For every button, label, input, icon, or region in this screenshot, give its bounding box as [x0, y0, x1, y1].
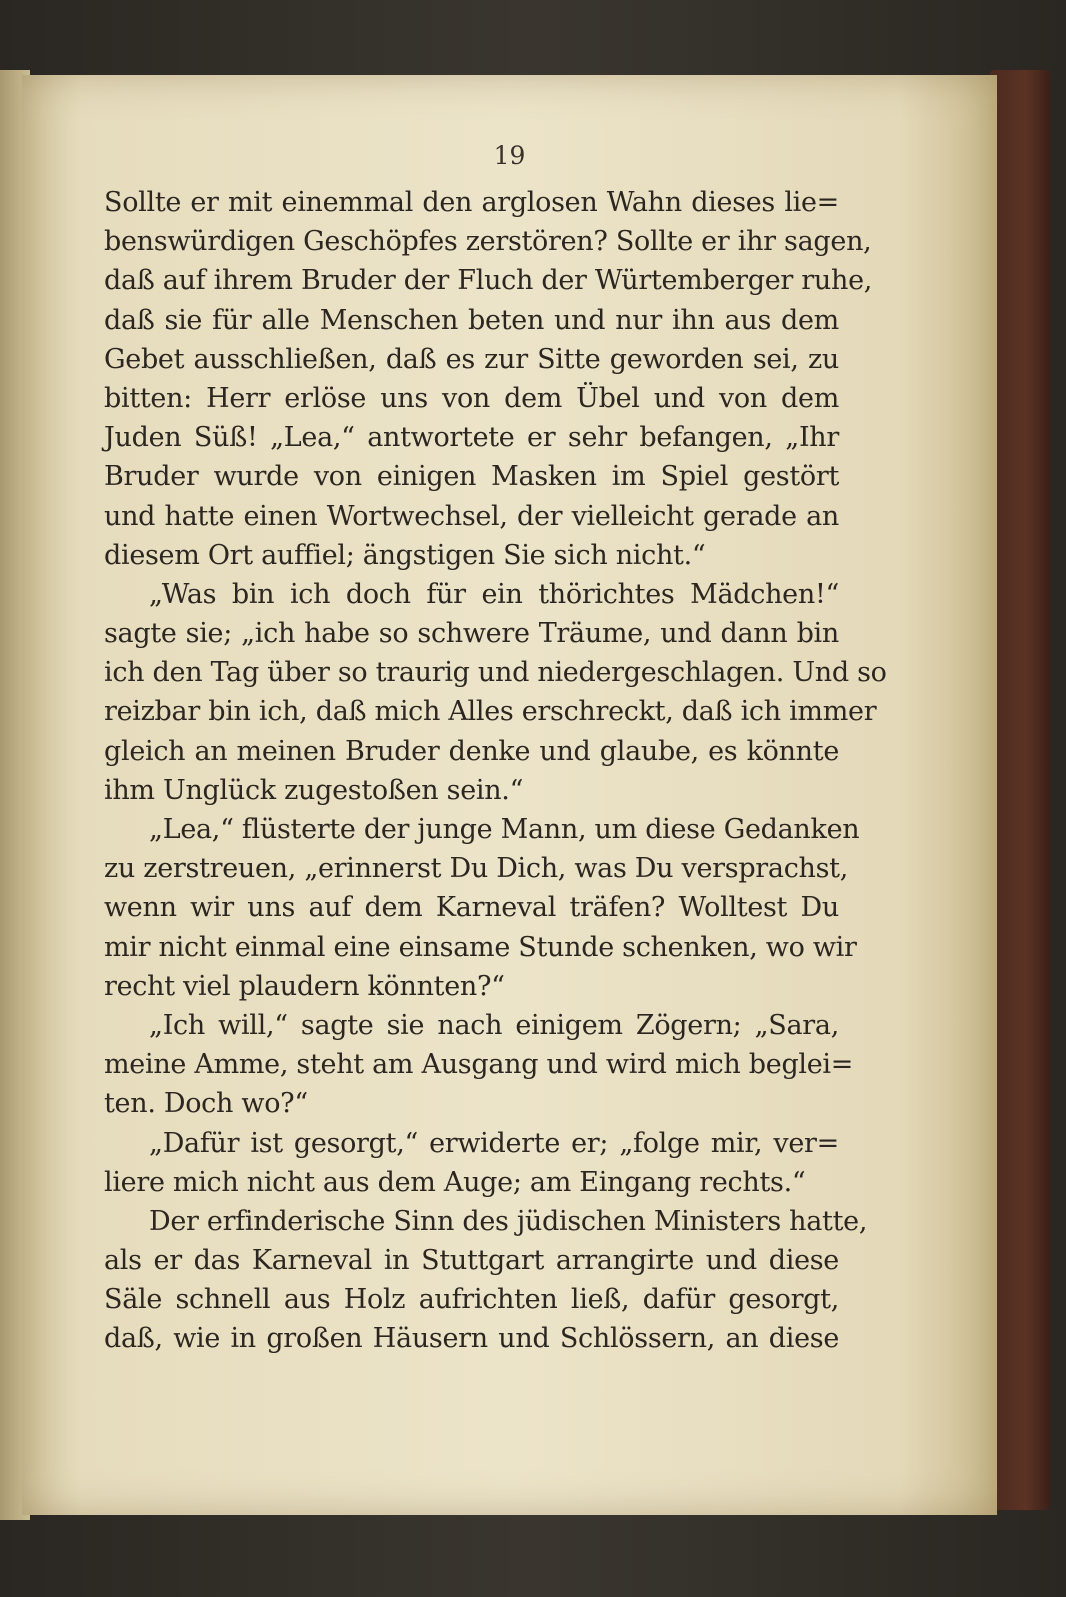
text-line: reizbar bin ich, daß mich Alles erschreckt, daß ich immer	[104, 696, 877, 728]
text-line: diesem Ort auffiel; ängstigen Sie sich nicht.“	[104, 539, 706, 571]
text-line: benswürdigen Geschöpfes zerstören? Sollte er ihr sagen,	[104, 226, 872, 258]
text-line: Säle schnell aus Holz aufrichten ließ, dafür gesorgt,	[104, 1284, 839, 1316]
book-page	[22, 75, 997, 1515]
text-line: mir nicht einmal eine einsame Stunde schenken, wo wir	[104, 931, 857, 963]
text-line: zu zerstreuen, „erinnerst Du Dich, was Du versprachst,	[104, 853, 849, 885]
text-line: sagte sie; „ich habe so schwere Träume, und dann bin	[104, 618, 839, 650]
text-line: ten. Doch wo?“	[104, 1088, 308, 1120]
text-line: meine Amme, steht am Ausgang und wird mich beglei=	[104, 1049, 854, 1081]
text-line: wenn wir uns auf dem Karneval träfen? Wolltest Du	[104, 892, 839, 924]
text-line: Juden Süß! „Lea,“ antwortete er sehr befangen, „Ihr	[104, 422, 839, 454]
text-line: daß, wie in großen Häusern und Schlössern, an diese	[104, 1323, 839, 1355]
text-line: ihm Unglück zugestoßen sein.“	[104, 774, 524, 806]
text-line: bitten: Herr erlöse uns von dem Übel und von dem	[104, 382, 839, 414]
text-line: „Was bin ich doch für ein thörichtes Mädchen!“	[149, 578, 839, 610]
book-cover-edge	[990, 70, 1050, 1510]
text-line: ich den Tag über so traurig und niedergeschlagen. Und so	[104, 657, 887, 689]
text-line: und hatte einen Wortwechsel, der vielleicht gerade an	[104, 500, 839, 532]
text-line: Bruder wurde von einigen Masken im Spiel gestört	[104, 461, 839, 493]
text-line: „Ich will,“ sagte sie nach einigem Zögern; „Sara,	[149, 1009, 839, 1041]
text-line: recht viel plaudern könnten?“	[104, 970, 505, 1002]
text-line: daß auf ihrem Bruder der Fluch der Würtemberger ruhe,	[104, 265, 873, 297]
text-line: Gebet ausschließen, daß es zur Sitte geworden sei, zu	[104, 343, 839, 375]
text-line: „Dafür ist gesorgt,“ erwiderte er; „folge mir, ver=	[149, 1127, 839, 1159]
page-number: 19	[493, 141, 526, 170]
text-line: Der erfinderische Sinn des jüdischen Ministers hatte,	[149, 1205, 868, 1237]
text-line: gleich an meinen Bruder denke und glaube, es könnte	[104, 735, 839, 767]
text-line: liere mich nicht aus dem Auge; am Eingang rechts.“	[104, 1166, 806, 1198]
text-line: Sollte er mit einemmal den arglosen Wahn dieses lie=	[104, 187, 839, 218]
page-text-block	[104, 183, 887, 1359]
text-line: als er das Karneval in Stuttgart arrangirte und diese	[104, 1245, 839, 1277]
text-line: „Lea,“ flüsterte der junge Mann, um diese Gedanken	[149, 814, 860, 845]
text-line: daß sie für alle Menschen beten und nur ihn aus dem	[104, 304, 839, 336]
